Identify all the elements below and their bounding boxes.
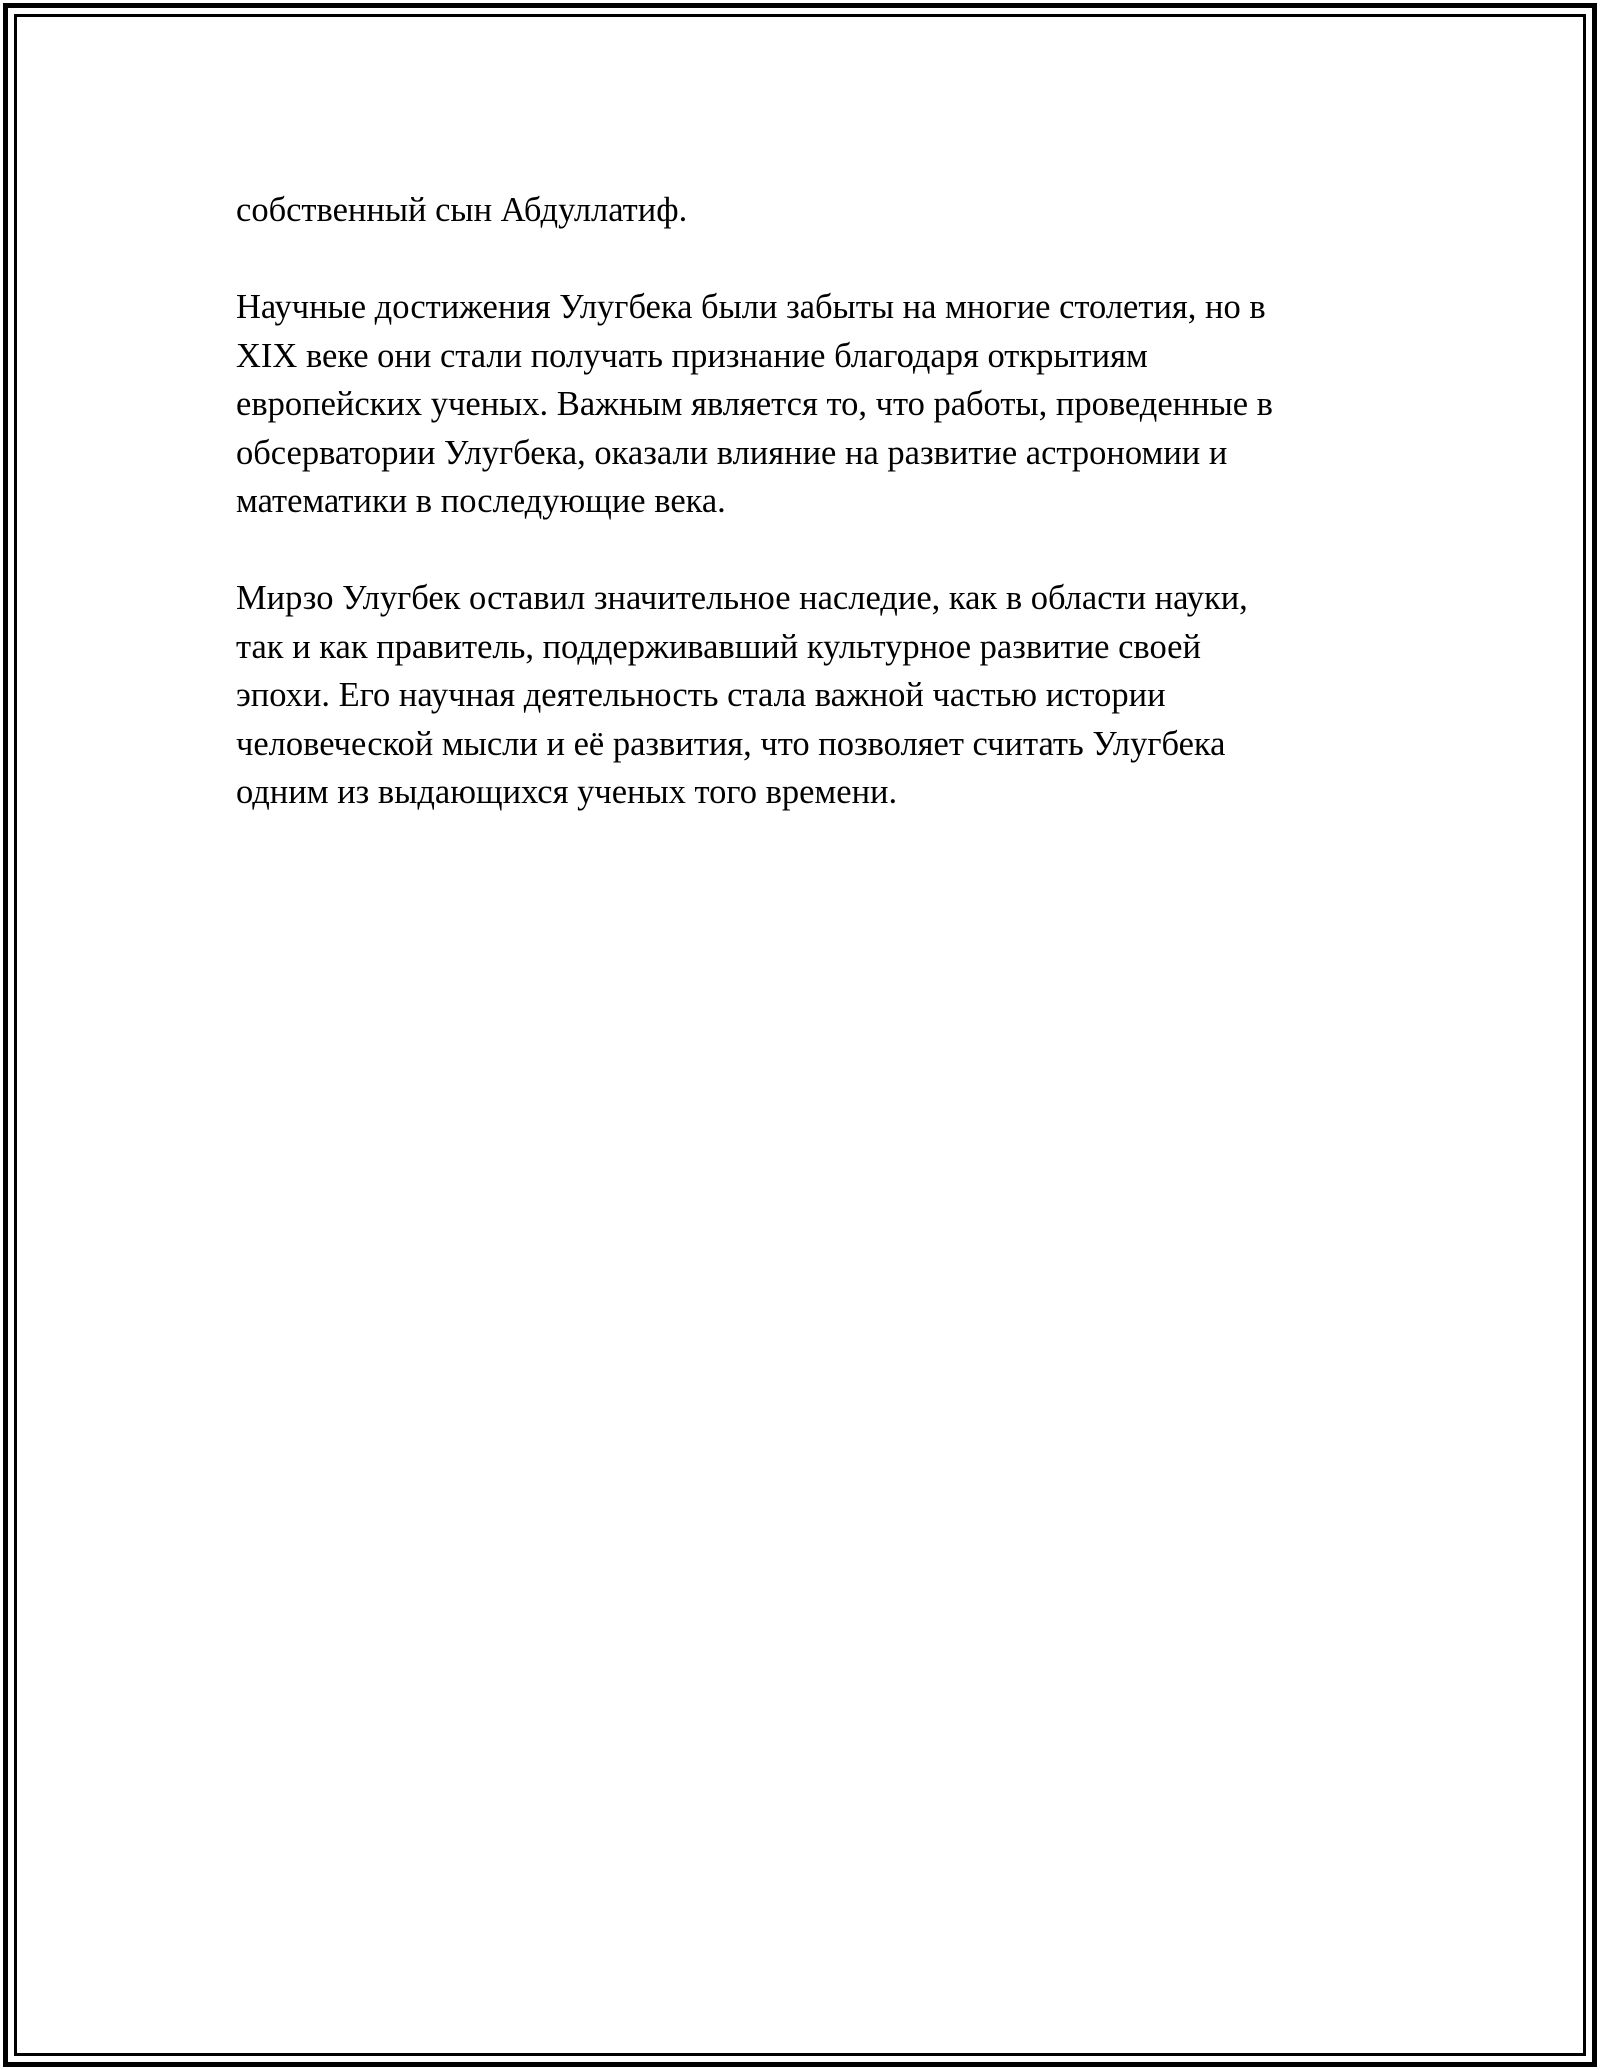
text-line: Мирзо Улугбек оставил значительное наследие, как в области науки,: [236, 579, 1248, 617]
text-line: Научные достижения Улугбека были забыты на многие столетия, но в: [236, 288, 1266, 326]
document-body: [236, 186, 1366, 865]
text-line: человеческой мысли и её развития, что позволяет считать Улугбека: [236, 724, 1226, 763]
text-line: одним из выдающихся ученых того времени.: [236, 773, 898, 811]
paragraph-continuation: [236, 186, 1366, 235]
paragraph-conclusion: [236, 574, 1366, 817]
text-line: XIX веке они стали получать признание благодаря открытиям: [236, 336, 1148, 375]
text-line: так и как правитель, поддерживавший культурное развитие своей: [236, 627, 1201, 666]
text-line: собственный сын Абдуллатиф.: [236, 191, 688, 229]
paragraph-scientific-legacy: [236, 283, 1366, 526]
text-line: европейских ученых. Важным является то, что работы, проведенные в: [236, 385, 1273, 423]
text-line: эпохи. Его научная деятельность стала важной частью истории: [236, 676, 1166, 714]
text-line: обсерватории Улугбека, оказали влияние на развитие астрономии и: [236, 433, 1228, 472]
text-line: математики в последующие века.: [236, 482, 726, 520]
